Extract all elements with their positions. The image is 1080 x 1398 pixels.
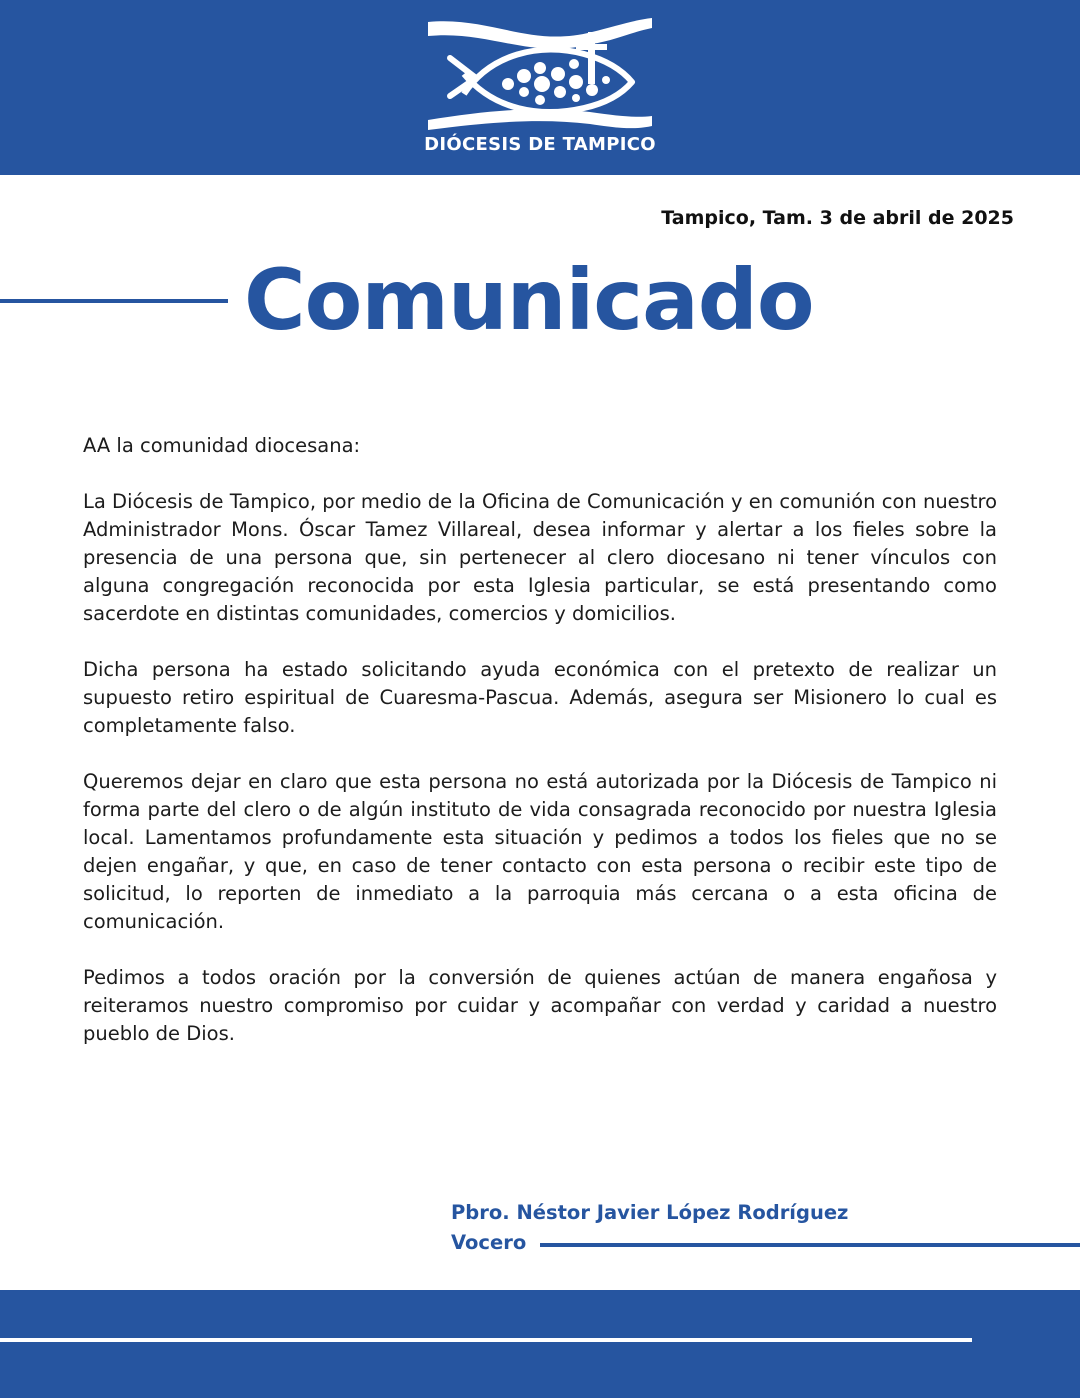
- salutation: AA la comunidad diocesana:: [83, 434, 361, 457]
- title-divider: [0, 299, 228, 303]
- organization-name: DIÓCESIS DE TAMPICO: [424, 134, 656, 155]
- document-title: Comunicado: [244, 251, 814, 349]
- footer-divider: [0, 1338, 972, 1342]
- paragraph: Dicha persona ha estado solicitando ayuda económica con el pretexto de realizar un supuesto retiro espiritual de Cuaresma-Pascua. Además, asegura ser Misionero lo cual es completamente falso.: [83, 658, 997, 737]
- paragraph: Pedimos a todos oración por la conversión de quienes actúan de manera engañosa y reiteramos nuestro compromiso por cuidar y acompañar con verdad y caridad a nuestro pueblo de Dios.: [83, 966, 997, 1045]
- fish-cross-icon: [420, 14, 660, 132]
- paragraph: Queremos dejar en claro que esta persona no está autorizada por la Diócesis de Tampico ni forma parte del clero o de algún instituto de vida consagrada reconocido por nuestra Iglesia local. Lamentamos profundamente esta situación y pedimos a todos los fieles que no se dejen engañar, y que, en caso de tener contacto con esta persona o recibir este tipo de solicitud, lo reporten de inmediato a la parroquia más cercana o a esta oficina de comunicación.: [83, 770, 997, 933]
- signatory-name: Pbro. Néstor Javier López Rodríguez: [451, 1201, 849, 1224]
- header-banner: [0, 0, 1080, 175]
- document-date: Tampico, Tam. 3 de abril de 2025: [661, 207, 1014, 229]
- footer-banner: [0, 1290, 1080, 1398]
- paragraph: La Diócesis de Tampico, por medio de la Oficina de Comunicación y en comunión con nuestro Administrador Mons. Óscar Tamez Villareal, desea informar y alertar a los fieles sobre la presencia de una persona que, sin pertenecer al clero diocesano ni tener vínculos con alguna congregación reconocida por esta Iglesia particular, se está presentando como sacerdote en distintas comunidades, comercios y domicilios.: [83, 490, 997, 625]
- signature-divider: [540, 1243, 1080, 1247]
- letter-body: [83, 432, 997, 1076]
- signatory-role: Vocero: [451, 1231, 527, 1254]
